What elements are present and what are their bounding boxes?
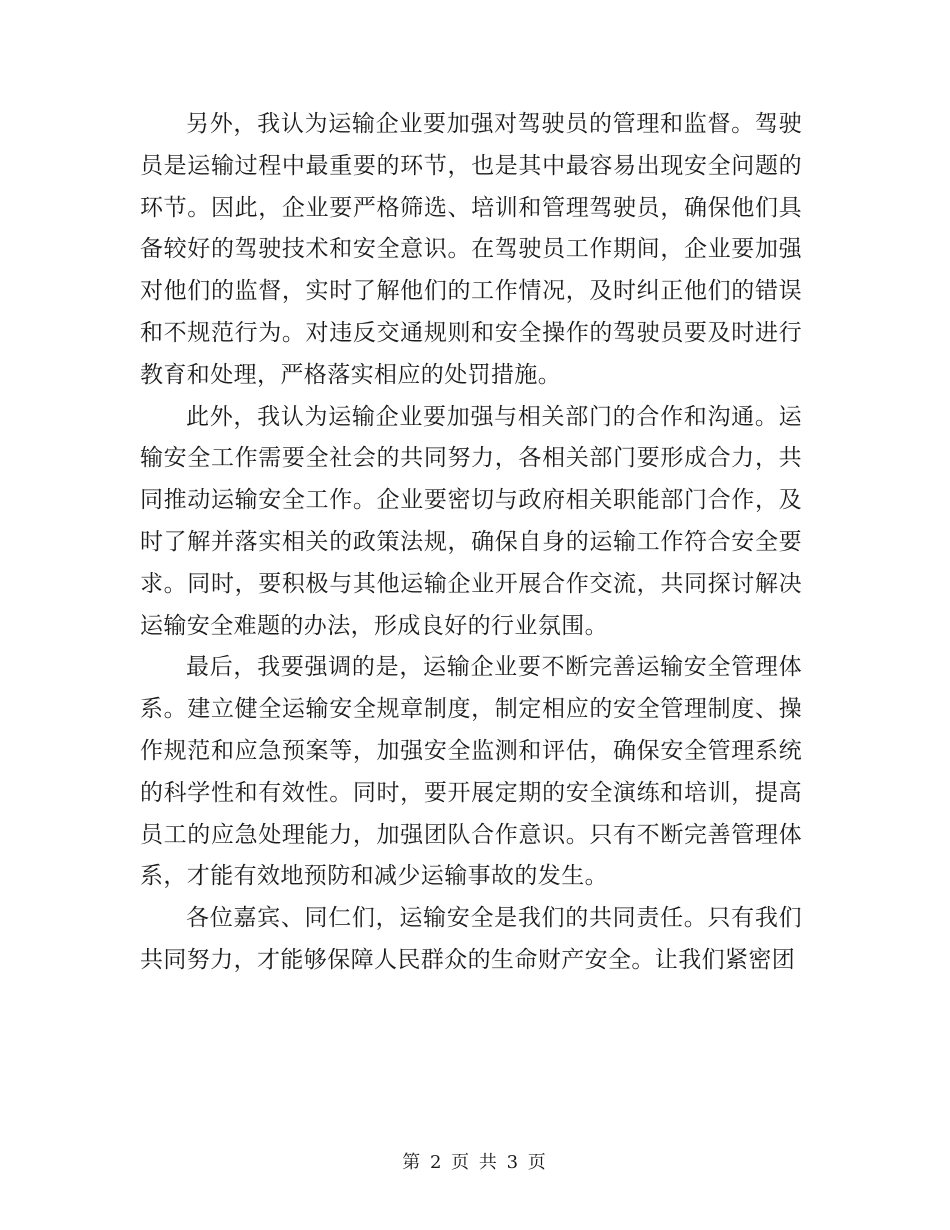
paragraph-driver-management: 另外，我认为运输企业要加强对驾驶员的管理和监督。驾驶员是运输过程中最重要的环节，也是其中最容易出现安全问题的环节。因此，企业要严格筛选、培训和管理驾驶员，确保他们具备较好的驾驶技术和安全意识。在驾驶员工作期间，企业要加强对他们的监督，实时了解他们的工作情况，及时纠正他们的错误和不规范行为。对违反交通规则和安全操作的驾驶员要及时进行教育和处理，严格落实相应的处罚措施。 — [140, 111, 802, 388]
document-body — [140, 104, 802, 982]
page-number-footer: 第 2 页 共 3 页 — [402, 1152, 548, 1173]
paragraph-department-cooperation: 此外，我认为运输企业要加强与相关部门的合作和沟通。运输安全工作需要全社会的共同努力，各相关部门要形成合力，共同推动运输安全工作。企业要密切与政府相关职能部门合作，及时了解并落实相关的政策法规，确保自身的运输工作符合安全要求。同时，要积极与其他运输企业开展合作交流，共同探讨解决运输安全难题的办法，形成良好的行业氛围。 — [140, 403, 802, 639]
paragraph-safety-system: 最后，我要强调的是，运输企业要不断完善运输安全管理体系。建立健全运输安全规章制度，制定相应的安全管理制度、操作规范和应急预案等，加强安全监测和评估，确保安全管理系统的科学性和有效性。同时，要开展定期的安全演练和培训，提高员工的应急处理能力，加强团队合作意识。只有不断完善管理体系，才能有效地预防和减少运输事故的发生。 — [140, 654, 802, 890]
paragraph-closing: 各位嘉宾、同仁们，运输安全是我们的共同责任。只有我们共同努力，才能够保障人民群众的生命财产安全。让我们紧密团 — [140, 905, 802, 973]
